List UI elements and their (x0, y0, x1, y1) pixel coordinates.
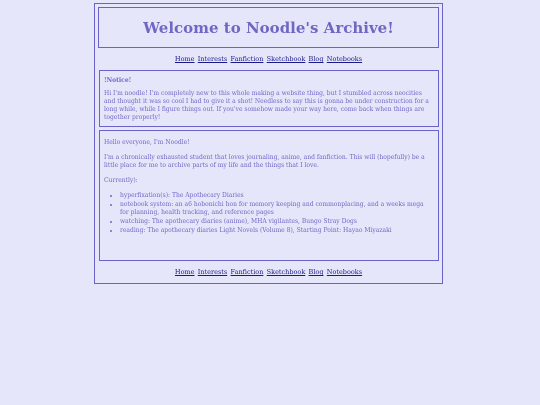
currently-list (104, 192, 434, 235)
nav-link-sketchbook[interactable]: Sketchbook (266, 55, 306, 63)
currently-item-watching: • watching: The apothecary diaries (anime), MHA vigilantes, Bungo Stray Dogs (120, 218, 434, 226)
footer-nav-link-sketchbook[interactable]: Sketchbook (266, 268, 306, 276)
nav-link-interests[interactable]: Interests (197, 55, 228, 63)
footer-nav-link-fanfiction[interactable]: Fanfiction (230, 268, 264, 276)
footer-nav-link-blog[interactable]: Blog (308, 268, 324, 276)
footer-nav-link-notebooks[interactable]: Notebooks (326, 268, 363, 276)
nav-link-blog[interactable]: Blog (308, 55, 324, 63)
nav-link-fanfiction[interactable]: Fanfiction (230, 55, 264, 63)
site-header (98, 7, 439, 48)
footer-nav-link-home[interactable]: Home (174, 268, 195, 276)
currently-item-notebook: • notebook system: an a6 hobonichi hon for memory keeping and commonplacing, and a weeks mega for planning, health tracking, and reference pages (120, 201, 434, 217)
top-navigation (95, 55, 442, 63)
notice-box (99, 70, 439, 127)
currently-item-hyperfixation: • hyperfixation(s): The Apothecary Diaries (120, 192, 434, 200)
currently-label: Currently): (104, 177, 138, 184)
currently-item-reading: • reading: The apothecary diaries Light Novels (Volume 8), Starting Point: Hayao Miyazaki (120, 227, 434, 235)
bottom-navigation (95, 268, 442, 276)
page-title: Welcome to Noodle's Archive! (143, 18, 394, 37)
notice-title: !Notice! (104, 77, 132, 84)
intro-about: I'm a chronically exhausted student that loves journaling, anime, and fanfiction. This will (hopefully) be a little place for me to archive parts of my life and the things that I love. (104, 154, 425, 169)
intro-box (99, 130, 439, 261)
intro-greeting: Hello everyone, I'm Noodle! (104, 139, 190, 146)
footer-nav-link-interests[interactable]: Interests (197, 268, 228, 276)
main-container (94, 3, 443, 284)
nav-link-home[interactable]: Home (174, 55, 195, 63)
nav-link-notebooks[interactable]: Notebooks (326, 55, 363, 63)
notice-text: Hi I'm noodle! I'm completely new to this whole making a website thing, but I stumbled across neocities and thought it was so cool I had to give it a shot! Needless to say this is gonna be under construction for a long while, while I figure things out. If you've somehow made your way here, come back when things are together properly! (104, 90, 429, 121)
